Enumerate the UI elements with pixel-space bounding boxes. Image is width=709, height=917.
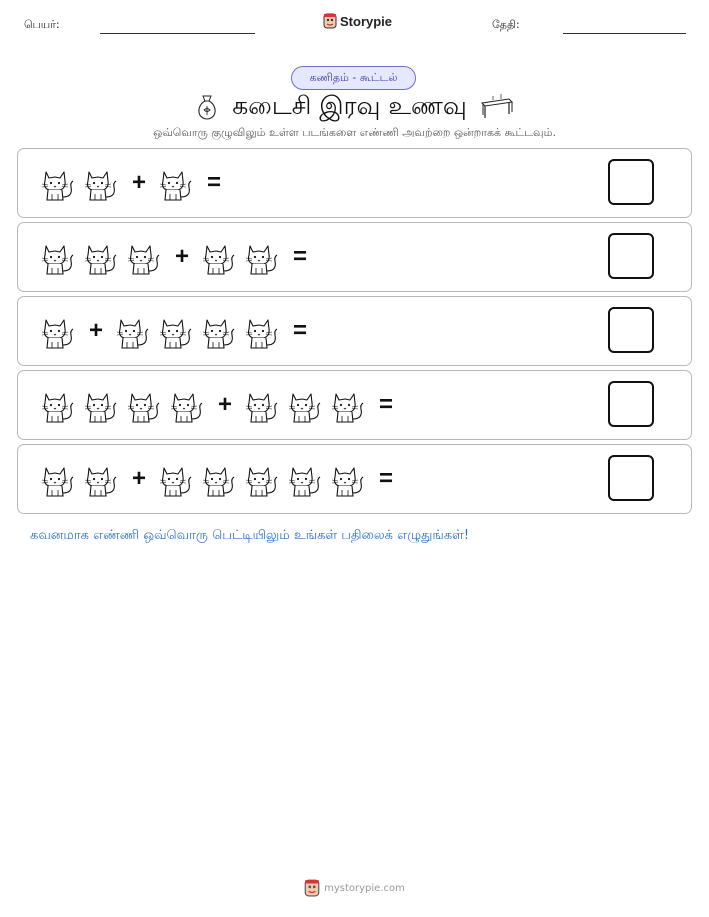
- plus-sign: +: [132, 465, 147, 492]
- cat-icon: [81, 237, 121, 277]
- name-line[interactable]: [100, 33, 255, 34]
- footer: [0, 879, 709, 897]
- equals-sign: =: [293, 243, 308, 270]
- plus-sign: +: [89, 317, 104, 344]
- problem-row: [17, 296, 692, 366]
- cat-icon: [328, 459, 368, 499]
- cat-icon: [124, 385, 164, 425]
- cat-icon: [285, 459, 325, 499]
- cat-icon: [113, 311, 153, 351]
- equals-sign: =: [207, 169, 222, 196]
- cat-icon: [38, 163, 78, 203]
- money-bag-icon: [194, 93, 220, 121]
- cat-icon: [285, 385, 325, 425]
- plus-sign: +: [218, 391, 233, 418]
- cat-icon: [156, 163, 196, 203]
- problem-row: [17, 370, 692, 440]
- brand-name: Storypie: [340, 13, 393, 29]
- cat-icon: [38, 237, 78, 277]
- date-label: தேதி:: [492, 18, 520, 31]
- answer-box[interactable]: [608, 159, 654, 205]
- answer-box[interactable]: [608, 307, 654, 353]
- subject-badge: கணிதம் - கூட்டல்: [291, 66, 416, 90]
- plus-sign: +: [175, 243, 190, 270]
- date-line[interactable]: [563, 33, 686, 34]
- cat-icon: [199, 311, 239, 351]
- cat-icon: [242, 385, 282, 425]
- title-row: [0, 88, 709, 126]
- cat-icon: [328, 385, 368, 425]
- cat-icon: [81, 385, 121, 425]
- cat-icon: [81, 163, 121, 203]
- cat-icon: [124, 237, 164, 277]
- cat-icon: [81, 459, 121, 499]
- cat-icon: [38, 459, 78, 499]
- name-label: பெயர்:: [24, 18, 60, 31]
- worksheet-title: கடைசி இரவு உணவு: [232, 90, 467, 120]
- footer-url[interactable]: mystorypie.com: [324, 882, 405, 894]
- problem-items: [38, 457, 403, 501]
- storypie-logo-icon: [304, 879, 320, 897]
- cat-icon: [156, 459, 196, 499]
- equals-sign: =: [379, 465, 394, 492]
- closing-instruction: கவனமாக எண்ணி ஒவ்வொரு பெட்டியிலும் உங்கள் பதிலைக் எழுதுங்கள்!: [30, 528, 470, 543]
- plus-sign: +: [132, 169, 147, 196]
- cat-icon: [38, 385, 78, 425]
- cat-icon: [167, 385, 207, 425]
- answer-box[interactable]: [608, 381, 654, 427]
- brand: [323, 13, 392, 29]
- worksheet-instructions: ஒவ்வொரு குழுவிலும் உள்ள படங்களை எண்ணி அவற்றை ஒன்றாகக் கூட்டவும்.: [153, 126, 556, 139]
- cat-icon: [199, 237, 239, 277]
- cat-icon: [242, 237, 282, 277]
- problem-items: [38, 309, 317, 353]
- cat-icon: [242, 459, 282, 499]
- answer-box[interactable]: [608, 233, 654, 279]
- problem-row: [17, 222, 692, 292]
- problem-items: [38, 161, 231, 205]
- cat-icon: [242, 311, 282, 351]
- problem-row: [17, 444, 692, 514]
- cat-icon: [38, 311, 78, 351]
- cat-icon: [156, 311, 196, 351]
- equals-sign: =: [293, 317, 308, 344]
- worksheet-header: [0, 0, 709, 50]
- table-icon: [479, 93, 515, 121]
- answer-box[interactable]: [608, 455, 654, 501]
- cat-icon: [199, 459, 239, 499]
- problem-items: [38, 383, 403, 427]
- problem-row: [17, 148, 692, 218]
- problem-items: [38, 235, 317, 279]
- equals-sign: =: [379, 391, 394, 418]
- storypie-logo-icon: [323, 13, 337, 29]
